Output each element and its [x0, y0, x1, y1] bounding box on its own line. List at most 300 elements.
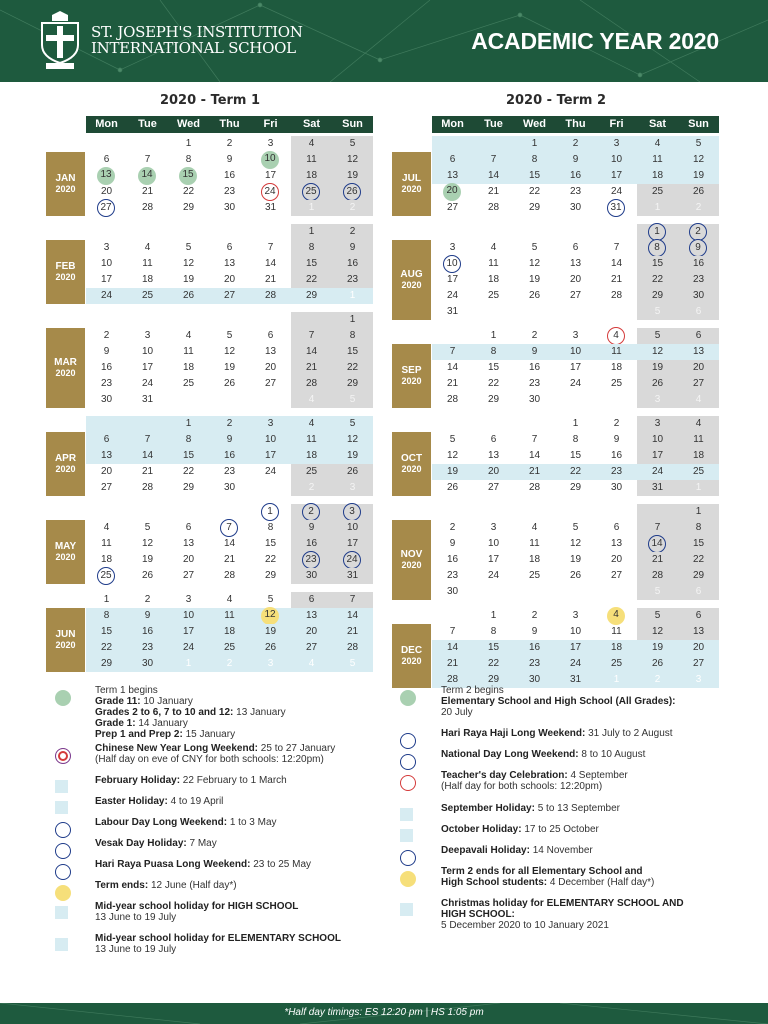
- day-number: 5: [654, 306, 661, 317]
- day-cell: [473, 416, 514, 432]
- day-number: 12: [264, 609, 276, 620]
- day-cell: [168, 624, 209, 640]
- day-number: 20: [264, 362, 277, 373]
- day-number: 27: [446, 202, 459, 213]
- day-number: 2: [308, 506, 314, 517]
- month-name: OCT: [400, 453, 423, 464]
- day-number: 2: [613, 418, 620, 429]
- day-cell: [432, 168, 473, 184]
- day-cell: [473, 568, 514, 584]
- day-cell: [86, 480, 127, 496]
- day-cell: [678, 568, 719, 584]
- day-cell: [250, 640, 291, 656]
- day-number: 15: [569, 450, 582, 461]
- day-cell: [209, 360, 250, 376]
- day-number: 7: [449, 626, 456, 637]
- day-number: 4: [490, 242, 497, 253]
- day-cell: [291, 592, 332, 608]
- day-cell: [127, 568, 168, 584]
- day-cell: [127, 480, 168, 496]
- day-cell: [473, 256, 514, 272]
- legend-item: Term 2 begins Elementary School and High School (All Grades): 20 July: [441, 685, 676, 718]
- day-cell: [291, 568, 332, 584]
- day-cell: [291, 288, 332, 304]
- legend-item: National Day Long Weekend: 8 to 10 August: [441, 749, 646, 760]
- day-cell: [168, 536, 209, 552]
- day-number: 18: [610, 362, 623, 373]
- day-cell: [555, 224, 596, 240]
- day-cell: [168, 504, 209, 520]
- day-cell: [168, 272, 209, 288]
- day-cell: [86, 504, 127, 520]
- month-name: MAY: [54, 541, 77, 552]
- day-number: 8: [349, 330, 356, 341]
- day-cell: [291, 272, 332, 288]
- day-cell: [250, 480, 291, 496]
- day-number: 17: [610, 170, 623, 181]
- day-cell: [332, 552, 373, 568]
- day-number: 3: [267, 138, 274, 149]
- day-number: 27: [487, 482, 500, 493]
- day-cell: [168, 592, 209, 608]
- day-cell: [678, 328, 719, 344]
- day-number: 23: [446, 570, 459, 581]
- day-cell: [250, 240, 291, 256]
- day-cell: [555, 448, 596, 464]
- day-number: 26: [569, 570, 582, 581]
- day-number: 9: [226, 154, 233, 165]
- day-cell: [86, 448, 127, 464]
- day-cell: [637, 584, 678, 600]
- day-number: 22: [346, 362, 359, 373]
- day-number: 26: [651, 658, 664, 669]
- day-number: 16: [223, 170, 236, 181]
- day-number: 19: [346, 170, 359, 181]
- weekday-label: Thu: [219, 118, 240, 130]
- day-number: 19: [182, 274, 195, 285]
- day-number: 6: [613, 522, 620, 533]
- day-cell: [168, 392, 209, 408]
- day-number: 5: [654, 586, 661, 597]
- day-cell: [473, 520, 514, 536]
- day-cell: [250, 448, 291, 464]
- day-number: 9: [531, 346, 538, 357]
- month-name: FEB: [55, 261, 76, 272]
- term1-weekday-header: [86, 116, 373, 133]
- day-number: 5: [349, 418, 356, 429]
- day-cell: [209, 312, 250, 328]
- legend-symbol-icon: [55, 906, 68, 919]
- day-cell: [432, 376, 473, 392]
- day-cell: [209, 256, 250, 272]
- day-cell: [678, 464, 719, 480]
- day-number: 2: [531, 306, 538, 317]
- day-cell: [432, 344, 473, 360]
- day-number: 21: [446, 658, 459, 669]
- day-cell: [209, 328, 250, 344]
- day-cell: [596, 568, 637, 584]
- day-number: 4: [654, 138, 661, 149]
- day-cell: [86, 432, 127, 448]
- day-cell: [168, 136, 209, 152]
- day-number: 5: [449, 434, 456, 445]
- date-marker-icon: [443, 183, 461, 201]
- footer-banner: [0, 1003, 768, 1024]
- day-number: 3: [449, 242, 456, 253]
- day-cell: [127, 448, 168, 464]
- day-number: 19: [141, 554, 154, 565]
- day-cell: [596, 360, 637, 376]
- legend-symbol-icon: [55, 748, 71, 764]
- day-cell: [332, 504, 373, 520]
- day-cell: [514, 568, 555, 584]
- day-cell: [555, 480, 596, 496]
- day-cell: [678, 344, 719, 360]
- day-cell: [514, 168, 555, 184]
- day-number: 17: [487, 554, 500, 565]
- day-number: 10: [182, 610, 195, 621]
- day-number: 29: [182, 482, 195, 493]
- day-cell: [86, 256, 127, 272]
- month-year: 2020: [401, 376, 422, 386]
- day-cell: [291, 376, 332, 392]
- month-label-apr: [46, 432, 85, 496]
- day-cell: [250, 568, 291, 584]
- day-cell: [596, 520, 637, 536]
- day-number: 3: [144, 330, 151, 341]
- day-cell: [209, 624, 250, 640]
- day-cell: [596, 448, 637, 464]
- day-number: 17: [264, 170, 277, 181]
- day-cell: [168, 168, 209, 184]
- day-cell: [432, 552, 473, 568]
- day-cell: [473, 504, 514, 520]
- day-cell: [432, 624, 473, 640]
- term1-title: 2020 - Term 1: [159, 93, 261, 108]
- day-cell: [86, 552, 127, 568]
- weekday-label: Thu: [565, 118, 586, 130]
- day-number: 21: [264, 274, 277, 285]
- date-marker-icon: [261, 503, 279, 521]
- day-number: 5: [349, 138, 356, 149]
- day-number: 15: [651, 258, 664, 269]
- day-cell: [514, 464, 555, 480]
- day-number: 4: [613, 306, 620, 317]
- day-number: 22: [569, 466, 582, 477]
- day-number: 10: [346, 522, 359, 533]
- day-number: 6: [695, 586, 702, 597]
- day-number: 20: [610, 554, 623, 565]
- day-number: 23: [223, 466, 236, 477]
- day-cell: [127, 288, 168, 304]
- day-number: 22: [182, 466, 195, 477]
- day-number: 1: [531, 138, 538, 149]
- day-cell: [555, 152, 596, 168]
- day-cell: [291, 552, 332, 568]
- day-number: 25: [305, 466, 318, 477]
- day-number: 7: [449, 346, 456, 357]
- day-number: 20: [182, 554, 195, 565]
- day-number: 29: [692, 570, 705, 581]
- date-marker-icon: [648, 239, 666, 257]
- day-number: 20: [223, 274, 236, 285]
- day-cell: [432, 656, 473, 672]
- day-cell: [250, 376, 291, 392]
- day-number: 27: [305, 642, 318, 653]
- day-cell: [432, 536, 473, 552]
- day-cell: [678, 304, 719, 320]
- day-number: 22: [487, 378, 500, 389]
- day-number: 2: [226, 418, 233, 429]
- day-number: 15: [182, 450, 195, 461]
- day-cell: [555, 640, 596, 656]
- day-cell: [432, 480, 473, 496]
- month-name: DEC: [400, 645, 423, 656]
- day-cell: [291, 640, 332, 656]
- day-number: 25: [610, 378, 623, 389]
- day-number: 2: [144, 594, 151, 605]
- day-cell: [86, 344, 127, 360]
- day-number: 18: [610, 642, 623, 653]
- date-marker-icon: [97, 167, 115, 185]
- day-cell: [432, 200, 473, 216]
- day-number: 30: [569, 202, 582, 213]
- day-cell: [86, 288, 127, 304]
- legend-item: Christmas holiday for ELEMENTARY SCHOOL AND HIGH SCHOOL: 5 December 2020 to 10 January 2021: [441, 898, 684, 931]
- day-number: 6: [449, 154, 456, 165]
- day-cell: [514, 184, 555, 200]
- day-number: 3: [267, 394, 274, 405]
- day-number: 15: [528, 170, 541, 181]
- legend-item: Teacher's day Celebration: 4 September (Half day for both schools: 12:20pm): [441, 770, 628, 792]
- day-number: 26: [528, 290, 541, 301]
- legend-item: Hari Raya Haji Long Weekend: 31 July to 2 August: [441, 728, 673, 739]
- day-number: 11: [611, 626, 622, 637]
- month-label-feb: [46, 240, 85, 304]
- month-year: 2020: [55, 552, 76, 562]
- day-cell: [596, 200, 637, 216]
- day-cell: [291, 224, 332, 240]
- day-number: 21: [446, 378, 459, 389]
- legend-item: Hari Raya Puasa Long Weekend: 23 to 25 May: [95, 859, 312, 870]
- day-number: 1: [185, 138, 192, 149]
- day-cell: [596, 432, 637, 448]
- day-number: 10: [264, 153, 276, 164]
- legend-symbol-icon: [55, 690, 71, 706]
- day-number: 3: [572, 610, 579, 621]
- day-number: 7: [226, 522, 232, 533]
- day-number: 21: [305, 362, 318, 373]
- day-number: 5: [349, 658, 356, 669]
- legend-item: Term 1 begins Grade 11: 10 January Grades 2 to 6, 7 to 10 and 12: 13 January Grade 1: 14 January Prep 1 and Prep 2: 15 January: [95, 685, 286, 740]
- day-number: 18: [305, 170, 318, 181]
- day-number: 2: [695, 202, 702, 213]
- day-cell: [473, 448, 514, 464]
- day-cell: [514, 448, 555, 464]
- day-number: 11: [101, 538, 112, 549]
- day-number: 5: [695, 138, 702, 149]
- day-cell: [432, 448, 473, 464]
- day-number: 28: [528, 482, 541, 493]
- day-number: 19: [346, 450, 359, 461]
- day-cell: [168, 464, 209, 480]
- date-marker-icon: [607, 199, 625, 217]
- day-cell: [127, 184, 168, 200]
- day-cell: [86, 376, 127, 392]
- day-cell: [250, 360, 291, 376]
- day-cell: [209, 152, 250, 168]
- day-cell: [127, 552, 168, 568]
- day-cell: [514, 240, 555, 256]
- day-cell: [291, 504, 332, 520]
- day-cell: [127, 168, 168, 184]
- day-cell: [514, 480, 555, 496]
- day-number: 2: [572, 138, 579, 149]
- day-number: 12: [692, 154, 705, 165]
- day-cell: [637, 552, 678, 568]
- day-cell: [637, 184, 678, 200]
- day-cell: [555, 552, 596, 568]
- day-cell: [596, 640, 637, 656]
- day-number: 28: [651, 570, 664, 581]
- day-cell: [432, 608, 473, 624]
- day-cell: [250, 312, 291, 328]
- day-cell: [209, 184, 250, 200]
- day-cell: [596, 136, 637, 152]
- day-number: 16: [141, 626, 154, 637]
- day-cell: [291, 536, 332, 552]
- day-cell: [596, 288, 637, 304]
- day-cell: [678, 416, 719, 432]
- day-number: 14: [346, 610, 359, 621]
- day-cell: [555, 256, 596, 272]
- day-number: 26: [223, 378, 236, 389]
- day-cell: [250, 536, 291, 552]
- day-number: 13: [223, 258, 236, 269]
- day-cell: [291, 312, 332, 328]
- legend-item: Easter Holiday: 4 to 19 April: [95, 796, 224, 807]
- day-cell: [678, 152, 719, 168]
- day-cell: [209, 272, 250, 288]
- day-number: 22: [100, 642, 113, 653]
- day-number: 24: [446, 290, 459, 301]
- day-number: 3: [267, 418, 274, 429]
- day-number: 17: [569, 362, 582, 373]
- day-cell: [209, 448, 250, 464]
- day-number: 25: [182, 378, 195, 389]
- day-cell: [514, 584, 555, 600]
- legend-item: October Holiday: 17 to 25 October: [441, 824, 599, 835]
- day-number: 28: [141, 202, 154, 213]
- day-number: 14: [264, 258, 277, 269]
- day-cell: [473, 480, 514, 496]
- day-number: 20: [305, 626, 318, 637]
- day-cell: [514, 256, 555, 272]
- day-cell: [209, 504, 250, 520]
- legend-item: Deepavali Holiday: 14 November: [441, 845, 593, 856]
- day-number: 17: [651, 450, 664, 461]
- day-cell: [678, 392, 719, 408]
- day-cell: [596, 416, 637, 432]
- day-number: 1: [308, 202, 315, 213]
- day-cell: [678, 520, 719, 536]
- legend-symbol-icon: [400, 775, 416, 791]
- day-cell: [637, 416, 678, 432]
- day-number: 28: [223, 570, 236, 581]
- day-number: 19: [264, 626, 277, 637]
- day-cell: [596, 224, 637, 240]
- day-number: 31: [264, 202, 277, 213]
- month-name: APR: [54, 453, 77, 464]
- day-number: 23: [141, 642, 154, 653]
- day-number: 1: [185, 394, 192, 405]
- day-number: 19: [692, 170, 705, 181]
- month-name: JUN: [55, 629, 76, 640]
- day-number: 28: [487, 202, 500, 213]
- day-cell: [678, 168, 719, 184]
- day-cell: [168, 376, 209, 392]
- day-cell: [250, 288, 291, 304]
- day-cell: [637, 392, 678, 408]
- legend-item: September Holiday: 5 to 13 September: [441, 803, 620, 814]
- day-number: 27: [182, 570, 195, 581]
- day-number: 1: [308, 226, 315, 237]
- day-number: 9: [572, 154, 579, 165]
- day-number: 9: [349, 242, 356, 253]
- day-number: 29: [487, 674, 500, 685]
- day-cell: [678, 656, 719, 672]
- day-cell: [86, 328, 127, 344]
- day-number: 1: [695, 506, 702, 517]
- day-cell: [514, 552, 555, 568]
- day-cell: [168, 480, 209, 496]
- day-cell: [432, 304, 473, 320]
- day-cell: [555, 432, 596, 448]
- day-cell: [250, 168, 291, 184]
- day-cell: [250, 624, 291, 640]
- day-cell: [86, 168, 127, 184]
- day-number: 21: [346, 626, 359, 637]
- legend-item: February Holiday: 22 February to 1 March: [95, 775, 287, 786]
- day-number: 25: [528, 570, 541, 581]
- school-name-line1: ST. JOSEPH'S INSTITUTION: [91, 23, 303, 41]
- day-cell: [168, 328, 209, 344]
- day-number: 4: [613, 609, 619, 620]
- day-number: 30: [446, 586, 459, 597]
- day-cell: [332, 224, 373, 240]
- day-number: 3: [185, 594, 192, 605]
- day-number: 17: [446, 274, 459, 285]
- day-cell: [596, 344, 637, 360]
- day-cell: [168, 288, 209, 304]
- day-number: 24: [182, 642, 195, 653]
- day-cell: [291, 448, 332, 464]
- day-number: 18: [100, 554, 113, 565]
- day-number: 1: [185, 658, 192, 669]
- day-number: 5: [531, 242, 538, 253]
- day-cell: [555, 360, 596, 376]
- day-cell: [473, 344, 514, 360]
- day-cell: [637, 568, 678, 584]
- day-cell: [678, 184, 719, 200]
- day-number: 8: [654, 242, 660, 253]
- day-cell: [86, 464, 127, 480]
- day-number: 6: [103, 154, 110, 165]
- day-number: 25: [100, 570, 112, 581]
- legend-symbol-icon: [400, 829, 413, 842]
- day-cell: [514, 224, 555, 240]
- day-number: 13: [182, 538, 195, 549]
